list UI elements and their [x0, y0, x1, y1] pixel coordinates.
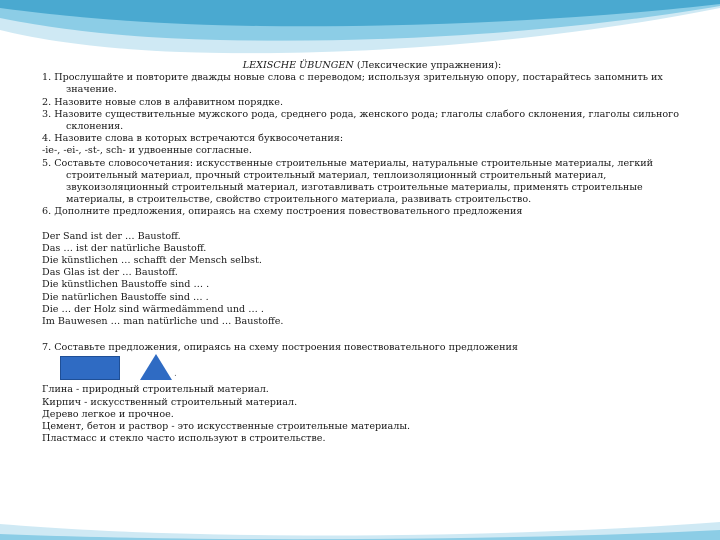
task-2: 2. Назовите новые слов в алфавитном порядке. — [42, 96, 284, 108]
task-5: 5. Составьте словосочетания: искусственные строительные материалы, натуральные строительные материалы, легкий строительный материал, прочный строительный материал, теплоизоляционный строительный материал, звукоизоляционный строительный материал, изготавливать строительные материалы, применять строительные материалы, в строительстве, свойство строительного материала, развивать строительство. — [42, 157, 654, 206]
german-sentence: Die natürlichen Baustoffe sind … . — [42, 291, 209, 303]
scheme-dot: . — [174, 369, 177, 380]
russian-sentence: Кирпич - искусственный строительный материал. — [42, 396, 298, 408]
german-sentence: Die … der Holz sind wärmedämmend und … . — [42, 303, 264, 315]
german-sentence: Die künstlichen … schafft der Mensch selbst. — [42, 255, 262, 267]
title-russian: (Лексические упражнения): — [353, 60, 502, 71]
russian-sentence: Пластмасс и стекло часто используют в строительстве. — [42, 433, 326, 445]
title-german: LEXISCHE ÜBUNGEN — [242, 60, 354, 71]
task-1: 1. Прослушайте и повторите дважды новые слова с переводом; используя зрительную опору, постарайтесь запомнить их значение. — [42, 72, 663, 96]
german-sentence: Das … ist der natürliche Baustoff. — [42, 242, 207, 254]
scheme-rectangle — [60, 356, 120, 380]
letter-combinations: -ie-, -ei-, -st-, sch- и удвоенные согласные. — [42, 145, 252, 157]
german-sentence: Die künstlichen Baustoffe sind … . — [42, 279, 210, 291]
german-sentence: Der Sand ist der … Baustoff. — [42, 230, 181, 242]
russian-sentence: Цемент, бетон и раствор - это искусственные строительные материалы. — [42, 421, 411, 433]
scheme-triangle — [140, 354, 172, 380]
task-7: 7. Составьте предложения, опираясь на схему построения повествовательного предложения — [42, 342, 518, 354]
task-4: 4. Назовите слова в которых встречаются буквосочетания: — [42, 133, 344, 145]
bottom-wave-decoration — [0, 512, 720, 540]
exercise-slide — [42, 60, 682, 445]
german-sentence: Im Bauwesen … man natürliche und … Baustoffe. — [42, 316, 284, 328]
russian-sentence: Глина - природный строительный материал. — [42, 384, 269, 396]
sentence-scheme — [42, 354, 682, 384]
task-6: 6. Дополните предложения, опираясь на схему построения повествовательного предложения — [42, 206, 523, 218]
slide-title — [62, 60, 682, 72]
german-sentence: Das Glas ist der … Baustoff. — [42, 267, 178, 279]
russian-sentence: Дерево легкое и прочное. — [42, 408, 174, 420]
task-3: 3. Назовите существительные мужского рода, среднего рода, женского рода; глаголы слабого склонения, глаголы сильного склонения. — [42, 108, 679, 133]
